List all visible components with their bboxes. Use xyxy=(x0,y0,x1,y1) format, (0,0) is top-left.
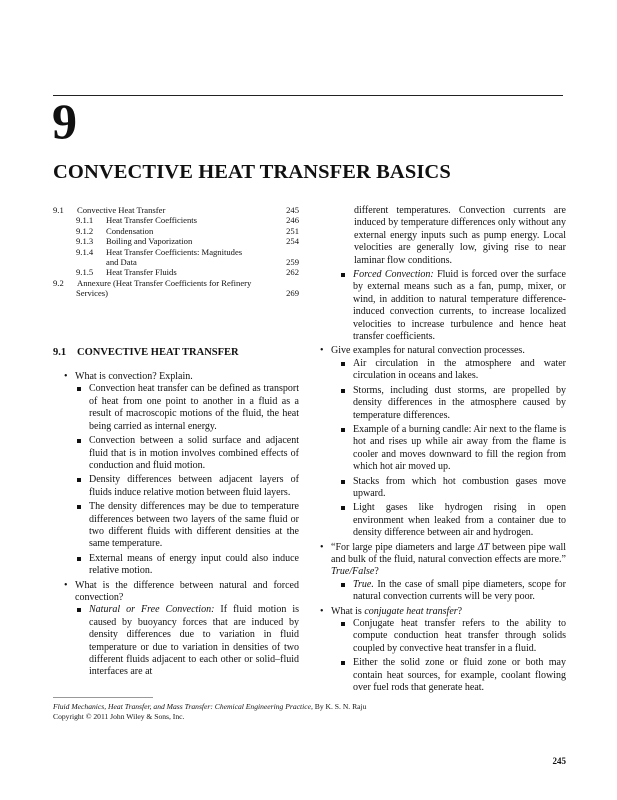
toc-page: 259 xyxy=(286,257,299,268)
question-item xyxy=(53,371,299,578)
answer-item xyxy=(75,604,299,678)
question-item xyxy=(318,345,566,539)
section-number: 9.1 xyxy=(53,346,67,358)
answer-item: Air circulation in the atmosphere and water circulation in oceans and lakes. xyxy=(340,358,566,383)
toc-title-continued: and Data xyxy=(106,257,137,268)
toc-page: 245 xyxy=(286,205,299,215)
question-item xyxy=(318,542,566,604)
section-title: CONVECTIVE HEAT TRANSFER xyxy=(77,346,239,358)
toc-row-continuation[interactable] xyxy=(53,257,299,267)
true-false-label: True/False xyxy=(331,566,375,578)
toc-row[interactable] xyxy=(53,247,299,257)
toc-title: Annexure (Heat Transfer Coefficients for Refinery xyxy=(77,277,252,288)
toc-title: Heat Transfer Fluids xyxy=(106,267,177,278)
forced-convection-label: Forced Convection: xyxy=(353,269,434,281)
forced-convection-wrap xyxy=(318,269,566,343)
copyright-line: Copyright © 2011 John Wiley & Sons, Inc. xyxy=(53,711,185,721)
toc-title: Boiling and Vaporization xyxy=(106,236,193,247)
chapter-title: CONVECTIVE HEAT TRANSFER BASICS xyxy=(53,161,451,183)
question-list xyxy=(318,345,566,694)
toc-row[interactable] xyxy=(53,215,299,225)
toc-page: 262 xyxy=(286,267,299,278)
toc-page: 246 xyxy=(286,215,299,226)
toc-number: 9.1.1 xyxy=(76,215,94,226)
answer-item: Conjugate heat transfer refers to the ability to compute conduction heat transfer through solids coupled by convective heat transfer in a fluid. xyxy=(340,618,566,655)
toc-page: 254 xyxy=(286,236,299,247)
question-text: Give examples for natural convection processes. xyxy=(331,345,525,357)
toc-number: 9.1.4 xyxy=(76,246,94,257)
section-heading xyxy=(53,347,299,359)
question-text-cont: between pipe wall and bulk of the fluid, natural convection effects are more.” xyxy=(331,541,567,565)
answer-item: Either the solid zone or fluid zone or both may contain heat sources, for example, coolant flowing over fuel rods that generate heat. xyxy=(340,657,566,694)
right-column xyxy=(318,205,566,696)
toc-page: 269 xyxy=(286,288,299,299)
delta-t-symbol: ΔT xyxy=(477,541,490,553)
toc-number: 9.1.3 xyxy=(76,236,94,247)
answer-list xyxy=(340,618,566,694)
answer-item: Example of a burning candle: Air next to the flame is hot and rises up while air away from the flame is cooler and moves downward to fill the region from which hot air moved up. xyxy=(340,424,566,474)
answer-item: Convection heat transfer can be defined as transport of heat from one point to another in a fluid as a result of macroscopic motions of the fluid, the heat being carried as internal energy. xyxy=(75,383,299,433)
answer-list xyxy=(340,358,566,540)
toc-row[interactable] xyxy=(53,236,299,246)
answer-list xyxy=(340,579,566,604)
natural-convection-label: Natural or Free Convection: xyxy=(89,604,215,616)
toc-number: 9.2 xyxy=(53,277,64,288)
book-author: By K. S. N. Raju xyxy=(312,702,367,711)
answer-list xyxy=(340,269,566,343)
answer-item: Stacks from which hot combustion gases move upward. xyxy=(340,476,566,501)
toc-row[interactable] xyxy=(53,226,299,236)
toc-title: Heat Transfer Coefficients: Magnitudes xyxy=(106,246,243,257)
answer-item: Light gases like hydrogen rising in open environment when leaked from a container due to density difference between air and hydrogen. xyxy=(340,502,566,539)
answer-item: External means of energy input could also induce relative motion. xyxy=(75,553,299,578)
toc-number: 9.1 xyxy=(53,205,64,215)
toc-page: 251 xyxy=(286,225,299,236)
answer-true-label: True. xyxy=(353,578,374,590)
toc-title: Condensation xyxy=(106,225,154,236)
conjugate-heat-transfer-term: conjugate heat transfer xyxy=(364,605,458,617)
book-title: Fluid Mechanics, Heat Transfer, and Mass Transfer: Chemical Engineering Practice, xyxy=(53,702,313,711)
table-of-contents xyxy=(53,205,299,299)
toc-row-continuation[interactable] xyxy=(53,288,299,298)
answer-item: Storms, including dust storms, are propelled by density differences in the atmosphere caused by temperature differences. xyxy=(340,385,566,422)
footnote-rule xyxy=(53,697,153,698)
question-text: What is xyxy=(331,605,365,617)
question-text: What is convection? Explain. xyxy=(75,371,193,383)
toc-title: Convective Heat Transfer xyxy=(77,205,166,215)
answer-list xyxy=(75,383,299,577)
question-list xyxy=(53,371,299,679)
question-text: “For large pipe diameters and large xyxy=(331,541,478,553)
natural-convection-text: If fluid motion is caused by buoyancy forces that are induced by density differences due to variation in fluid temperature or due to variation in densities of two different fluids adjacent to each other or solid–fluid interfaces are at xyxy=(89,604,300,678)
footnote xyxy=(53,702,473,721)
answer-item: The density differences may be due to temperature differences between two layers of the same fluid or two different fluids with different densities at the same temperature. xyxy=(75,501,299,551)
natural-convection-continued: different temperatures. Convection currents are induced by temperature differences only without any external energy inputs such as pump energy. Local velocities are generally low, giving rise to near laminar flow conditions. xyxy=(354,205,566,266)
question-mark: ? xyxy=(374,566,379,578)
answer-item: Density differences between adjacent layers of fluids induce relative motion between fluid layers. xyxy=(75,474,299,499)
chapter-number: 9 xyxy=(52,93,77,149)
toc-number: 9.1.5 xyxy=(76,267,94,278)
answer-item: Convection between a solid surface and adjacent fluid that is in motion involves combined effects of conduction and fluid motion. xyxy=(75,435,299,472)
answer-item xyxy=(340,579,566,604)
question-text: What is the difference between natural and forced convection? xyxy=(75,579,299,603)
page-number: 245 xyxy=(552,756,566,766)
toc-title-continued: Services) xyxy=(76,288,108,299)
question-mark: ? xyxy=(457,605,463,617)
toc-number: 9.1.2 xyxy=(76,225,94,236)
left-column xyxy=(53,205,299,681)
forced-convection-text: Fluid is forced over the surface by external means such as a fan, pump, mixer, or wind, in addition to natural temperature difference-induced convection currents, to increase localized velocities to increase turbulence and hence heat transfer coefficients. xyxy=(353,269,566,343)
toc-row[interactable] xyxy=(53,205,299,215)
answer-item xyxy=(340,269,566,343)
toc-title: Heat Transfer Coefficients xyxy=(106,215,198,226)
question-item xyxy=(53,580,299,679)
toc-row[interactable] xyxy=(53,267,299,277)
toc-row[interactable] xyxy=(53,278,299,288)
answer-list xyxy=(75,604,299,678)
answer-text: In the case of small pipe diameters, scope for natural convection currents will be very poor. xyxy=(353,578,566,603)
chapter-top-rule xyxy=(53,95,563,96)
question-item xyxy=(318,606,566,695)
